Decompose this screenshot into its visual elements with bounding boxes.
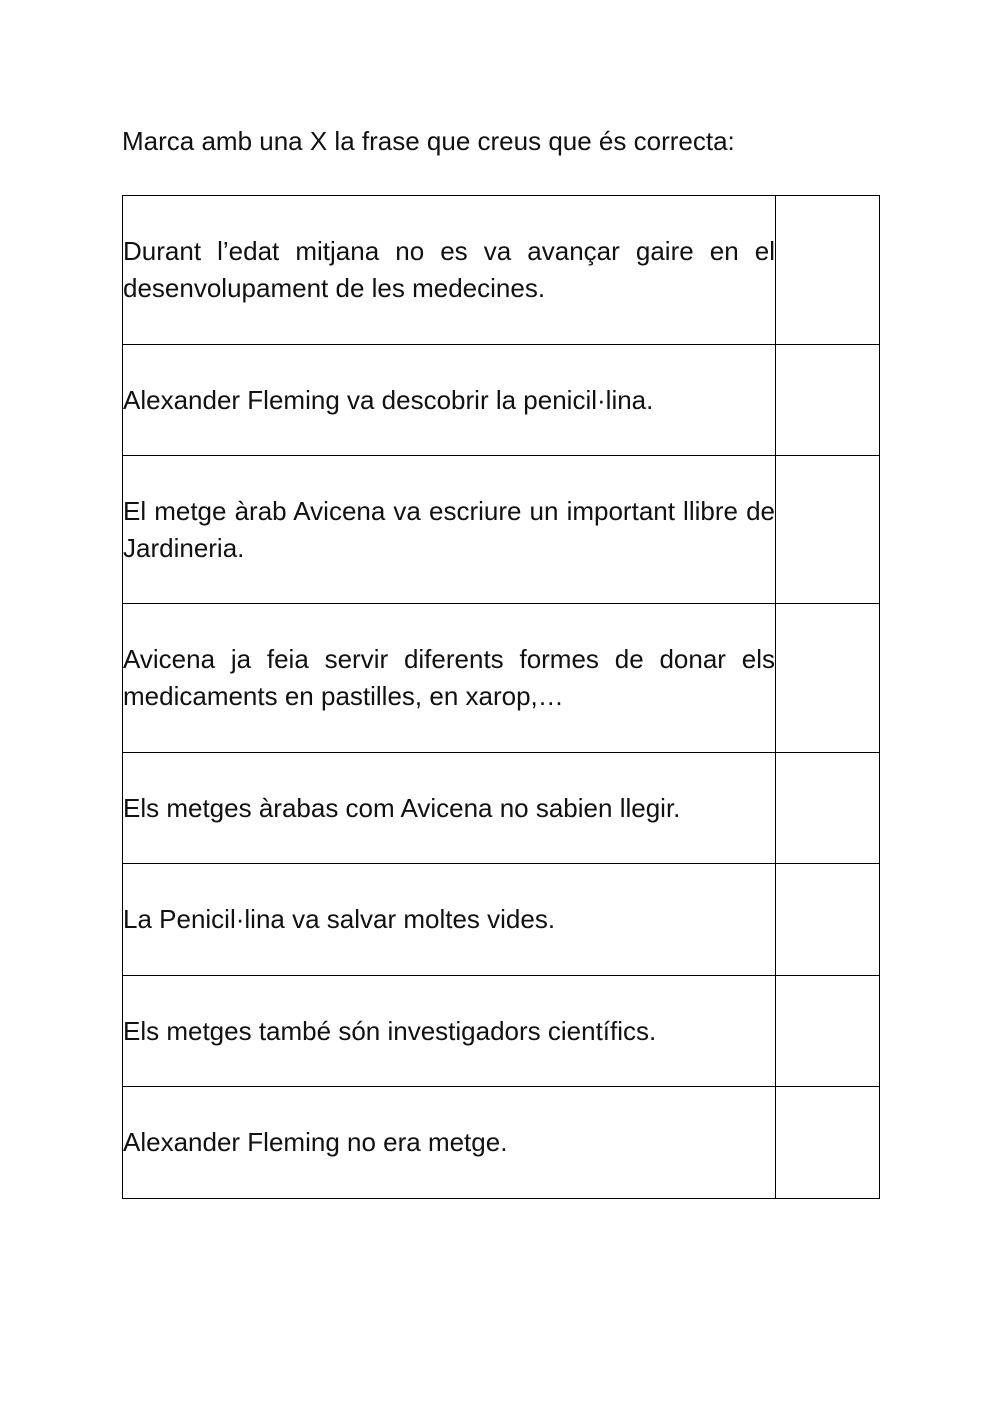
statement-text: Avicena ja feia servir diferents formes de donar els medicaments en pastilles, en xarop,… [123, 604, 776, 753]
answer-checkbox[interactable] [776, 196, 880, 345]
answer-checkbox[interactable] [776, 753, 880, 864]
statement-text: Alexander Fleming va descobrir la penicil·lina. [123, 345, 776, 456]
statement-text: El metge àrab Avicena va escriure un important llibre de Jardineria. [123, 456, 776, 604]
table-row [123, 196, 880, 345]
table-row [123, 1087, 880, 1199]
instruction-text: Marca amb una X la frase que creus que és correcta: [122, 126, 735, 156]
statements-table [122, 195, 880, 1199]
table-row [123, 345, 880, 456]
statement-text: Els metges també són investigadors científics. [123, 976, 776, 1087]
table-row [123, 604, 880, 753]
statement-text: Durant l’edat mitjana no es va avançar gaire en el desenvolupament de les medecines. [123, 196, 776, 345]
table-row [123, 456, 880, 604]
table-row [123, 753, 880, 864]
statement-text: La Penicil·lina va salvar moltes vides. [123, 864, 776, 976]
table-row [123, 864, 880, 976]
answer-checkbox[interactable] [776, 345, 880, 456]
statement-text: Els metges àrabas com Avicena no sabien llegir. [123, 753, 776, 864]
answer-checkbox[interactable] [776, 1087, 880, 1199]
answer-checkbox[interactable] [776, 864, 880, 976]
table-row [123, 976, 880, 1087]
statement-text: Alexander Fleming no era metge. [123, 1087, 776, 1199]
answer-checkbox[interactable] [776, 456, 880, 604]
answer-checkbox[interactable] [776, 976, 880, 1087]
answer-checkbox[interactable] [776, 604, 880, 753]
